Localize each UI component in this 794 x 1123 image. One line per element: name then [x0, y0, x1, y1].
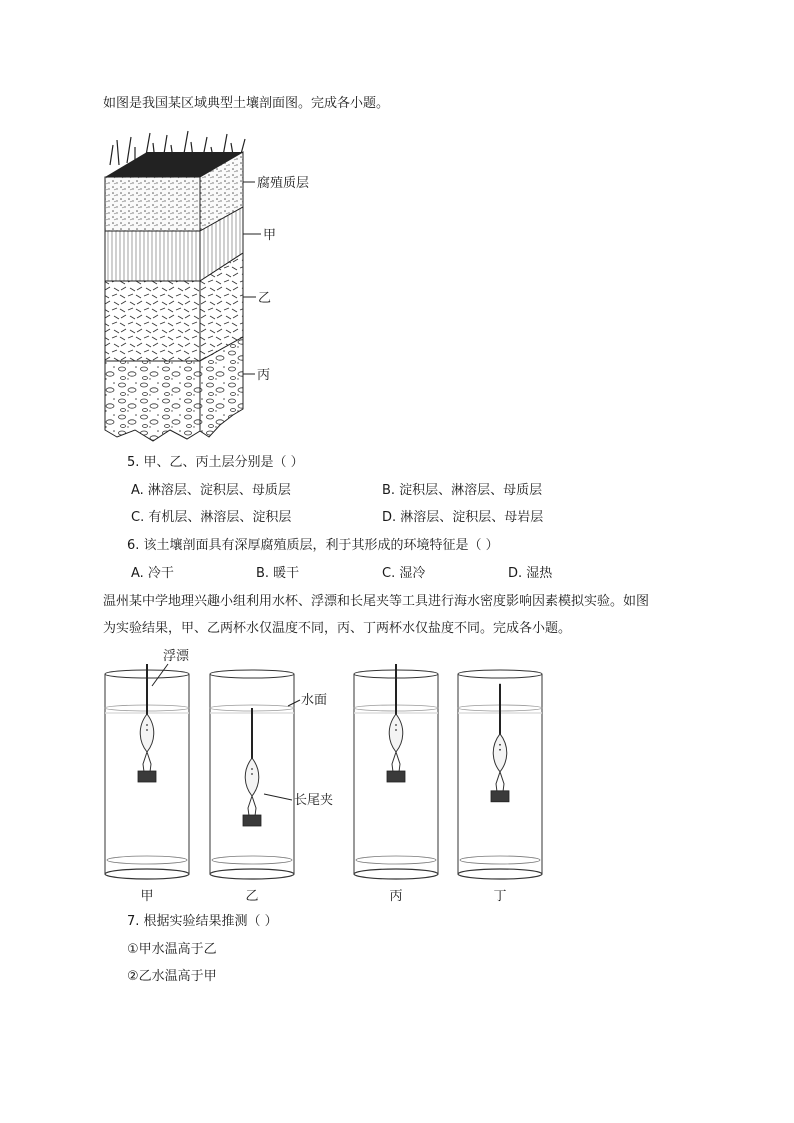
q7-item-1: ①甲水温高于乙 — [127, 942, 217, 957]
intro-text-soil: 如图是我国某区域典型土壤剖面图。完成各小题。 — [103, 96, 390, 111]
label-yi: 乙 — [258, 291, 272, 306]
label-float: 浮漂 — [163, 649, 190, 664]
cup-4 — [458, 670, 542, 904]
intro-text-experiment-line2: 为实验结果，甲、乙两杯水仅温度不同，丙、丁两杯水仅盐度不同。完成各小题。 — [103, 621, 572, 636]
intro-text-experiment-line1: 温州某中学地理兴趣小组利用水杯、浮漂和长尾夹等工具进行海水密度影响因素模拟实验。如图 — [103, 594, 650, 609]
q5-option-b[interactable]: B. 淀积层、淋溶层、母质层 — [382, 483, 543, 498]
q5-option-a[interactable]: A. 淋溶层、淀积层、母质层 — [131, 483, 291, 498]
cup-1 — [105, 664, 189, 904]
q6-option-a[interactable]: A. 冷干 — [131, 566, 174, 581]
q7-stem: 7. 根据实验结果推测（ ） — [127, 914, 278, 929]
cup-3 — [354, 664, 438, 904]
label-bing: 丙 — [257, 368, 271, 383]
label-humus-layer: 腐殖质层 — [257, 176, 310, 191]
cup-label-4: 丁 — [493, 889, 507, 904]
cup-2 — [210, 670, 294, 904]
cup-label-1: 甲 — [140, 889, 154, 904]
q6-option-c[interactable]: C. 湿冷 — [382, 566, 426, 581]
q6-option-d[interactable]: D. 湿热 — [508, 566, 553, 581]
q5-option-d[interactable]: D. 淋溶层、淀积层、母岩层 — [382, 510, 544, 525]
soil-profile-figure — [95, 125, 355, 445]
q6-option-b[interactable]: B. 暖干 — [256, 566, 300, 581]
q7-item-2: ②乙水温高于甲 — [127, 969, 217, 984]
q5-option-c[interactable]: C. 有机层、淋溶层、淀积层 — [131, 510, 292, 525]
cup-label-3: 丙 — [389, 889, 403, 904]
label-water-surface: 水面 — [301, 693, 328, 708]
label-binder-clip: 长尾夹 — [294, 793, 334, 808]
label-jia: 甲 — [263, 228, 277, 243]
q5-stem: 5. 甲、乙、丙土层分别是（ ） — [127, 455, 304, 470]
cup-label-2: 乙 — [245, 889, 259, 904]
q6-stem: 6. 该土壤剖面具有深厚腐殖质层，利于其形成的环境特征是（ ） — [127, 538, 499, 553]
cup-experiment-figure — [100, 642, 560, 902]
